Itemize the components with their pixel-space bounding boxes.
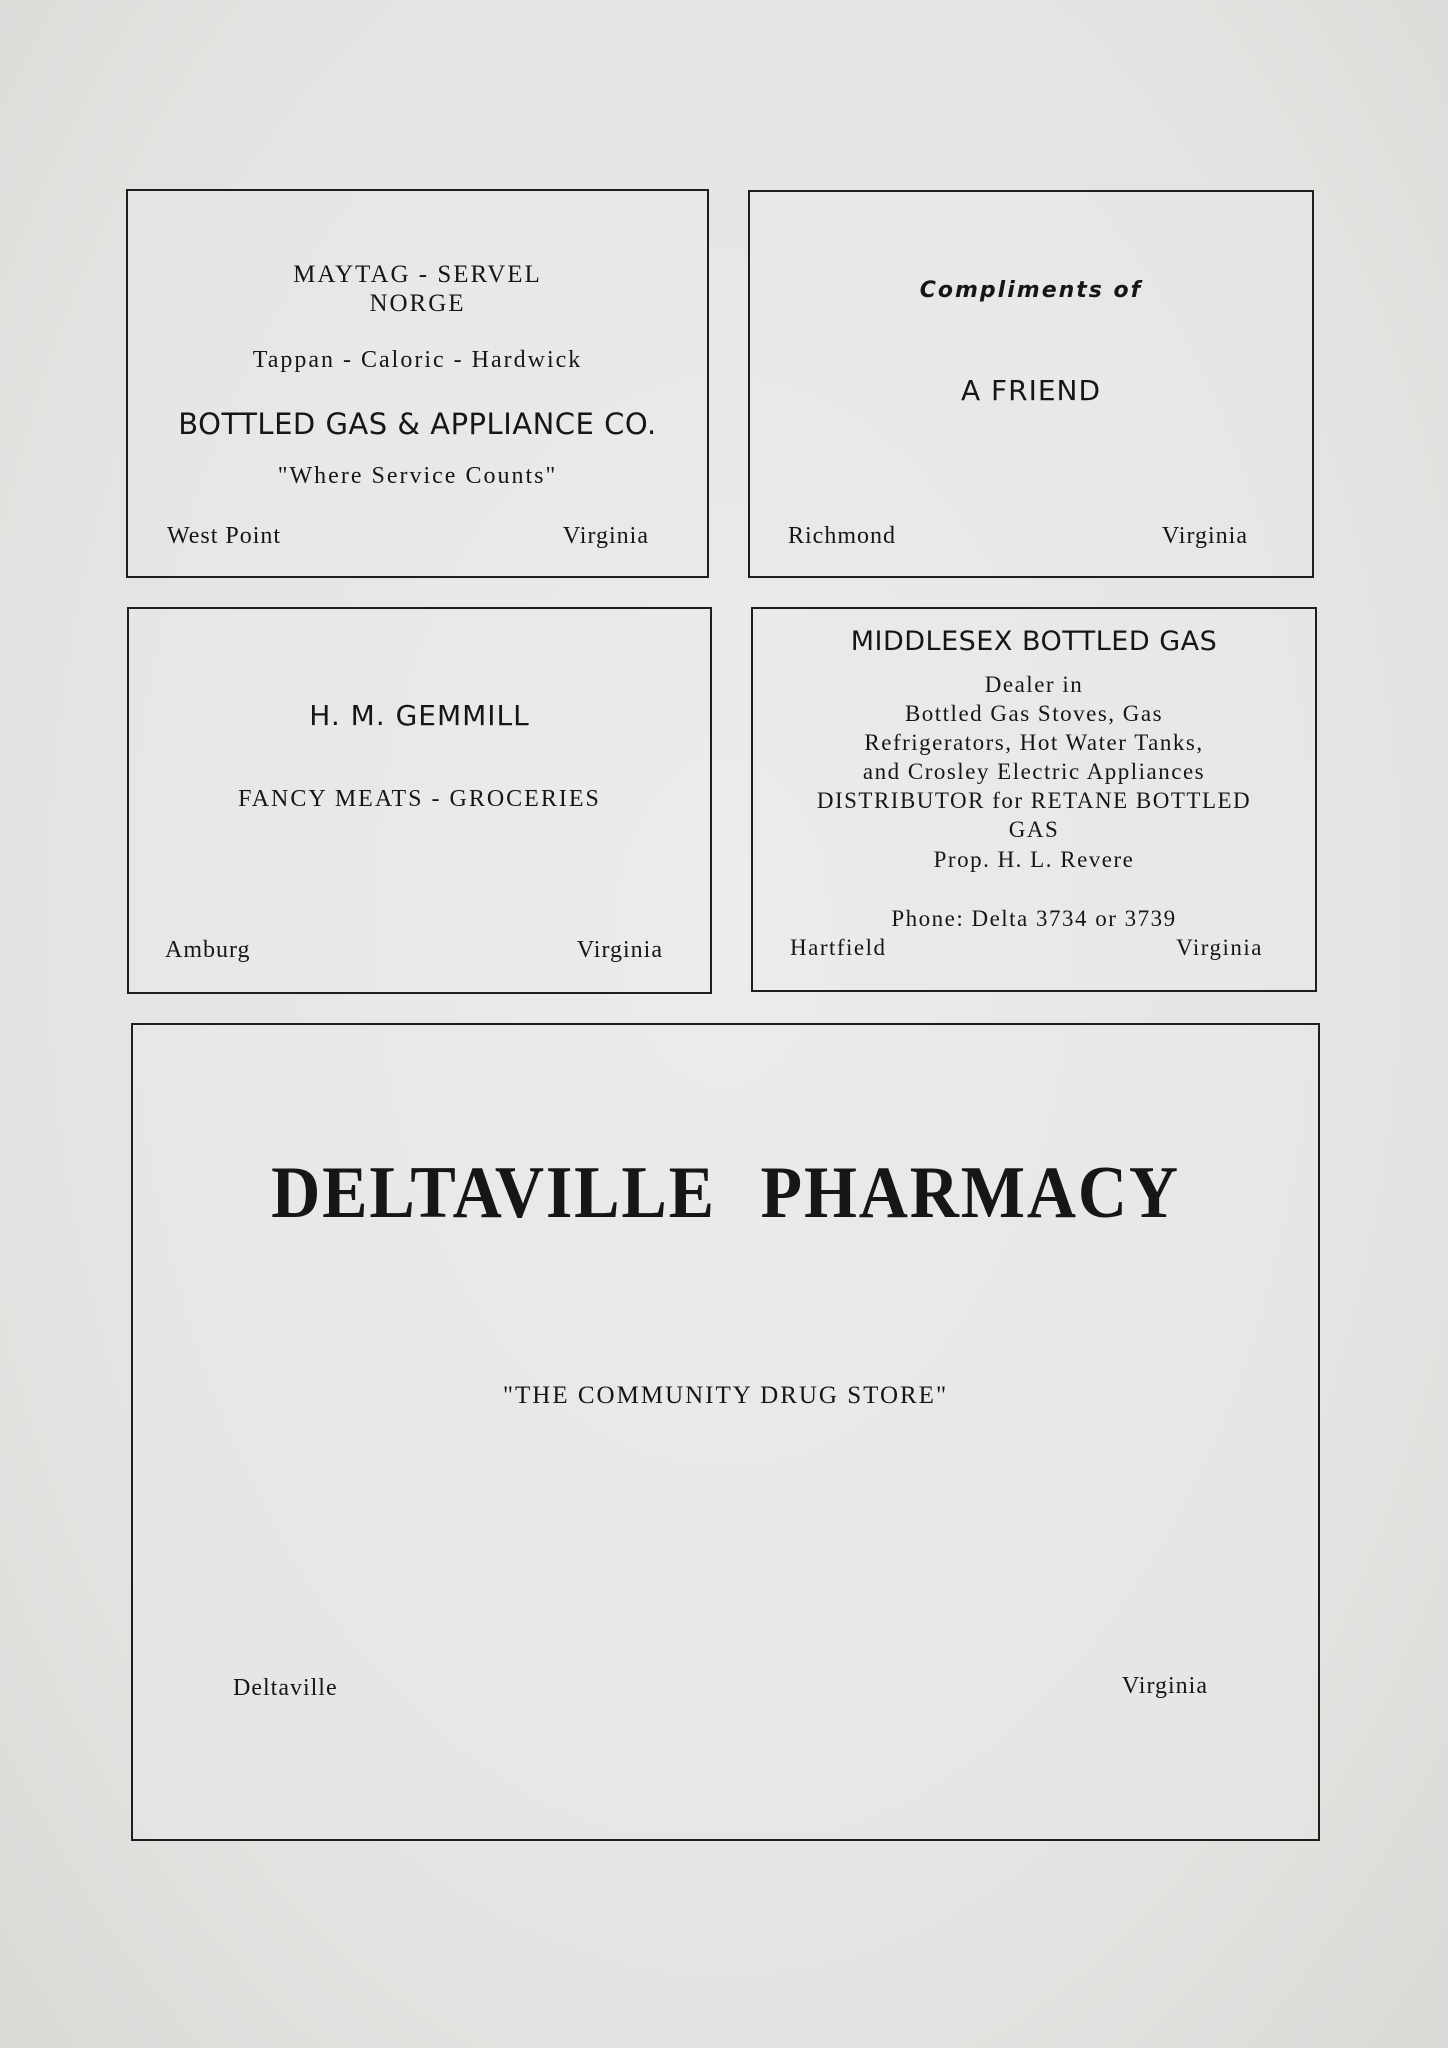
state: Virginia	[1121, 1673, 1208, 1699]
ad-bottled-gas-appliance	[126, 189, 709, 578]
phone-line: Phone: Delta 3734 or 3739	[891, 906, 1177, 931]
pharmacy-slogan: "THE COMMUNITY DRUG STORE"	[502, 1382, 949, 1409]
city: West Point	[167, 523, 282, 549]
friend-name: A FRIEND	[960, 374, 1102, 407]
company-line: FANCY MEATS - GROCERIES	[238, 786, 601, 812]
detail-line: GAS	[1008, 817, 1060, 842]
detail-line: Bottled Gas Stoves, Gas	[904, 701, 1164, 726]
ad-hm-gemmill	[127, 607, 712, 994]
company-name: H. M. GEMMILL	[309, 699, 530, 732]
brands-line-2: NORGE	[369, 290, 466, 317]
state: Virginia	[576, 937, 663, 963]
city: Amburg	[165, 937, 251, 963]
city: Deltaville	[233, 1675, 338, 1701]
brands-line-1: MAYTAG - SERVEL	[293, 261, 542, 288]
company-name: MIDDLESEX BOTTLED GAS	[850, 626, 1218, 657]
detail-line: Dealer in	[984, 672, 1084, 697]
ad-deltaville-pharmacy	[131, 1023, 1320, 1841]
detail-line: and Crosley Electric Appliances	[862, 759, 1206, 784]
ad-middlesex-bottled-gas	[751, 607, 1317, 992]
state: Virginia	[562, 523, 649, 549]
compliments-text: Compliments of	[919, 278, 1143, 303]
state: Virginia	[1161, 523, 1248, 549]
state: Virginia	[1176, 935, 1263, 960]
city: Hartfield	[790, 935, 887, 960]
detail-line: Refrigerators, Hot Water Tanks,	[864, 730, 1204, 755]
company-slogan: "Where Service Counts"	[277, 463, 558, 489]
city: Richmond	[788, 523, 896, 549]
pharmacy-name: DELTAVILLE PHARMACY	[271, 1152, 1180, 1234]
detail-line: DISTRIBUTOR for RETANE BOTTLED	[816, 788, 1252, 813]
company-name: BOTTLED GAS & APPLIANCE CO.	[178, 407, 657, 441]
proprietor-line: Prop. H. L. Revere	[933, 847, 1135, 872]
ad-compliments-friend	[748, 190, 1314, 578]
brands-line-3: Tappan - Caloric - Hardwick	[252, 347, 583, 373]
